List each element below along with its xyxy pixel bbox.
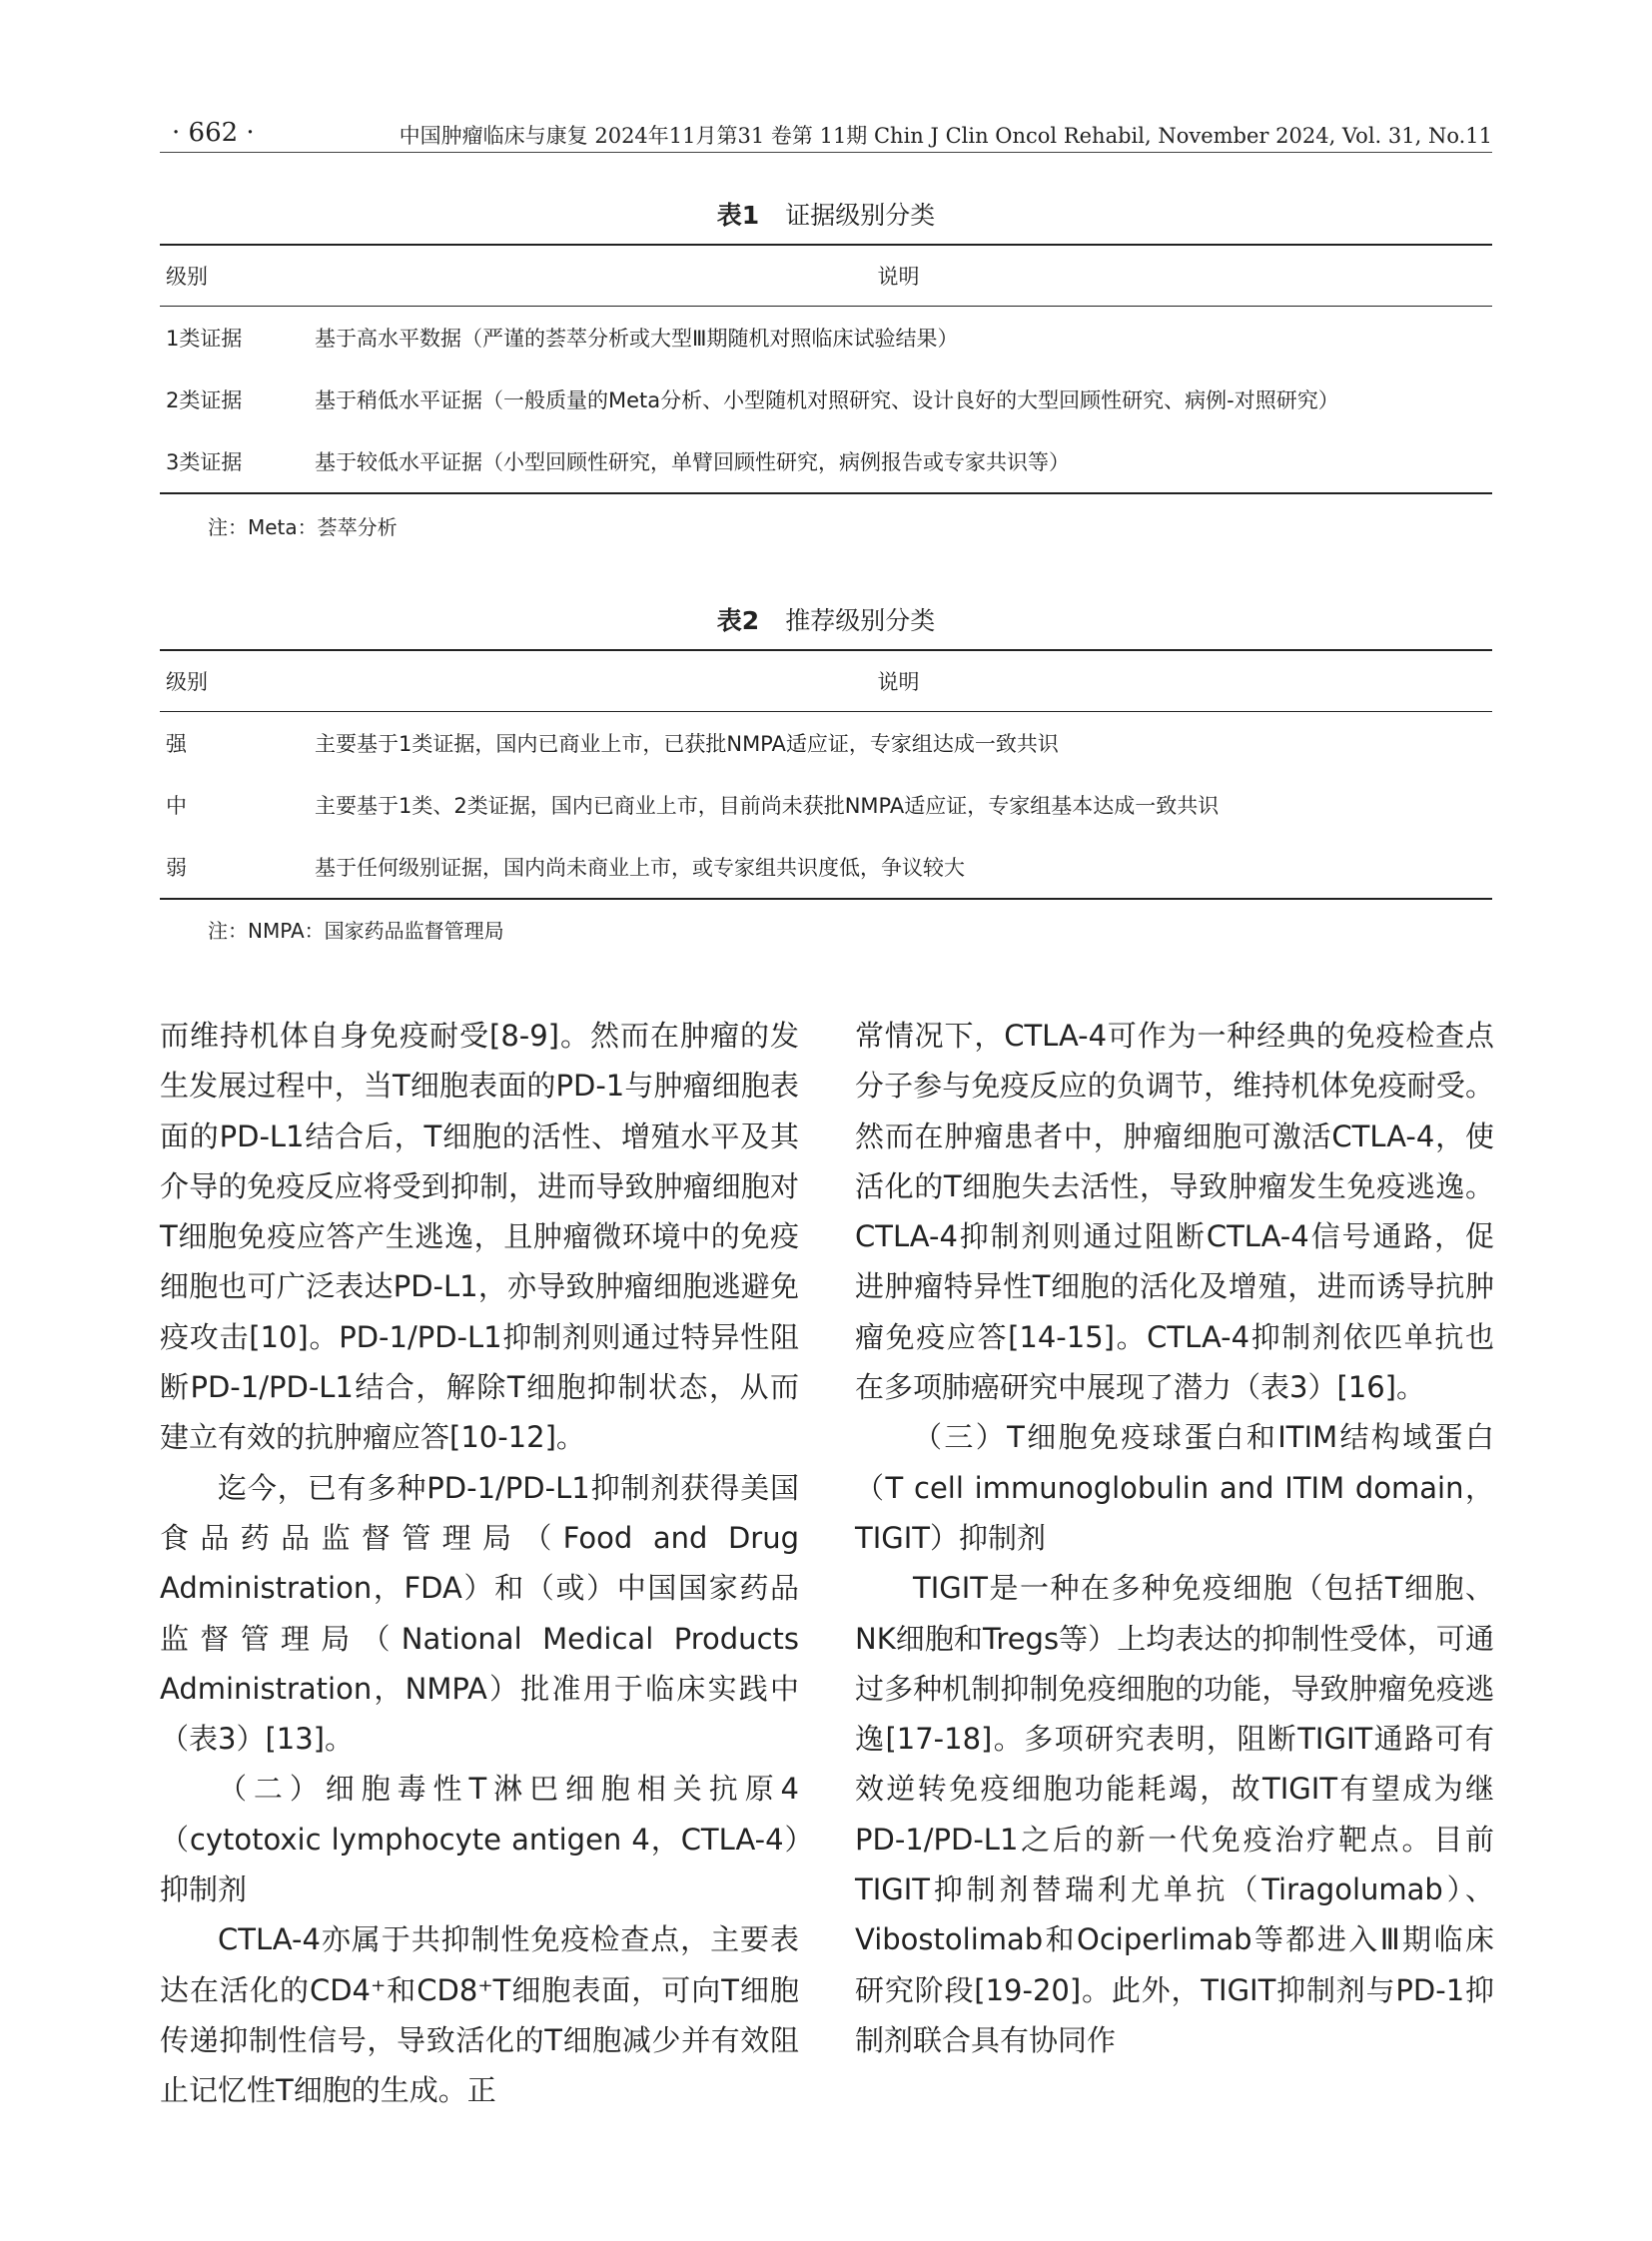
table1-row3-desc: 基于较低水平证据（小型回顾性研究，单臂回顾性研究，病例报告或专家共识等） — [305, 430, 1492, 493]
table1-row1-grade: 1类证据 — [166, 327, 243, 351]
header-rule — [160, 152, 1492, 153]
page-number: · 662 · — [172, 118, 255, 148]
table1-title — [160, 196, 1492, 232]
body-right-column — [855, 1011, 1494, 2065]
body-left-column — [160, 1011, 799, 2116]
table2-header-desc: 说明 — [305, 650, 1492, 712]
table1 — [160, 244, 1492, 494]
table2-header-grade: 级别 — [160, 650, 305, 712]
table-row — [160, 307, 1492, 370]
table2-header-row — [160, 650, 1492, 712]
section-heading: （二）细胞毒性T淋巴细胞相关抗原4（cytotoxic lymphocyte antigen 4，CTLA-4）抑制剂 — [160, 1772, 799, 1907]
paragraph: 而维持机体自身免疫耐受[8-9]。然而在肿瘤的发生发展过程中，当T细胞表面的PD-1与肿瘤细胞表面的PD-L1结合后，T细胞的活性、增殖水平及其介导的免疫反应将受到抑制，进而导致肿瘤细胞对T细胞免疫应答产生逃逸，且肿瘤微环境中的免疫细胞也可广泛表达PD-L1，亦导致肿瘤细胞逃避免疫攻击[10]。PD-1/PD-L1抑制剂则通过特异性阻断PD-1/PD-L1结合，解除T细胞抑制状态，从而建立有效的抗肿瘤应答[10-12]。 — [160, 1019, 799, 1455]
table2-row2-grade: 中 — [166, 794, 187, 818]
table1-note: 注：Meta：荟萃分析 — [208, 515, 398, 539]
table-row — [160, 836, 1492, 899]
table2-row3-desc: 基于任何级别证据，国内尚未商业上市，或专家组共识度低，争议较大 — [305, 836, 1492, 899]
table2-caption: 推荐级别分类 — [785, 606, 936, 635]
paragraph: 常情况下，CTLA-4可作为一种经典的免疫检查点分子参与免疫反应的负调节，维持机体免疫耐受。然而在肿瘤患者中，肿瘤细胞可激活CTLA-4，使活化的T细胞失去活性，导致肿瘤发生免疫逃逸。CTLA-4抑制剂则通过阻断CTLA-4信号通路，促进肿瘤特异性T细胞的活化及增殖，进而诱导抗肿瘤免疫应答[14-15]。CTLA-4抑制剂依匹单抗也在多项肺癌研究中展现了潜力（表3）[16]。 — [855, 1019, 1494, 1405]
table2-row1-grade: 强 — [166, 732, 187, 756]
table-row — [160, 430, 1492, 493]
table1-caption: 证据级别分类 — [785, 201, 936, 230]
table1-row2-desc: 基于稍低水平证据（一般质量的Meta分析、小型随机对照研究、设计良好的大型回顾性研究、病例-对照研究） — [315, 388, 1339, 412]
table-row — [160, 774, 1492, 836]
paragraph: CTLA-4亦属于共抑制性免疫检查点，主要表达在活化的CD4⁺和CD8⁺T细胞表面，可向T细胞传递抑制性信号，导致活化的T细胞减少并有效阻止记忆性T细胞的生成。正 — [160, 1922, 799, 2108]
table2-row3-grade: 弱 — [160, 836, 305, 899]
section-heading: （三）T细胞免疫球蛋白和ITIM结构域蛋白（T cell immunoglobulin and ITIM domain，TIGIT）抑制剂 — [855, 1420, 1494, 1555]
table1-header-grade: 级别 — [160, 245, 305, 307]
page-header — [160, 112, 1492, 150]
table1-header-row — [160, 245, 1492, 307]
journal-citation: 中国肿瘤临床与康复 2024年11月第31 卷第 11期 Chin J Clin Oncol Rehabil, November 2024, Vol. 31, No.11 — [399, 124, 1492, 148]
table2-note: 注：NMPA：国家药品监督管理局 — [208, 919, 504, 943]
paragraph: TIGIT是一种在多种免疫细胞（包括T细胞、NK细胞和Tregs等）上均表达的抑制性受体，可通过多种机制抑制免疫细胞的功能，导致肿瘤免疫逃逸[17-18]。多项研究表明，阻断TIGIT通路可有效逆转免疫细胞功能耗竭，故TIGIT有望成为继PD-1/PD-L1之后的新一代免疫治疗靶点。目前TIGIT抑制剂替瑞利尤单抗（Tiragolumab）、Vibostolimab和Ociperlimab等都进入Ⅲ期临床研究阶段[19-20]。此外，TIGIT抑制剂与PD-1抑制剂联合具有协同作 — [855, 1571, 1494, 2057]
table1-row1-desc: 基于高水平数据（严谨的荟萃分析或大型Ⅲ期随机对照临床试验结果） — [315, 327, 959, 351]
table2-row2-desc: 主要基于1类、2类证据，国内已商业上市，目前尚未获批NMPA适应证，专家组基本达成一致共识 — [315, 794, 1220, 818]
table1-number: 表1 — [716, 201, 760, 230]
table1-row3-grade: 3类证据 — [160, 430, 305, 493]
table1-row2-grade: 2类证据 — [166, 388, 243, 412]
table2-number: 表2 — [716, 606, 760, 635]
table2 — [160, 649, 1492, 900]
paragraph: 迄今，已有多种PD-1/PD-L1抑制剂获得美国食品药品监督管理局（Food and Drug Administration，FDA）和（或）中国国家药品监督管理局（National Medical Products Administration，NMPA）批准用于临床实践中（表3）[13]。 — [160, 1470, 799, 1757]
table2-row1-desc: 主要基于1类证据，国内已商业上市，已获批NMPA适应证，专家组达成一致共识 — [315, 732, 1059, 756]
table2-title — [160, 601, 1492, 637]
table-row — [160, 369, 1492, 430]
table-row — [160, 712, 1492, 775]
table1-header-desc: 说明 — [305, 245, 1492, 307]
